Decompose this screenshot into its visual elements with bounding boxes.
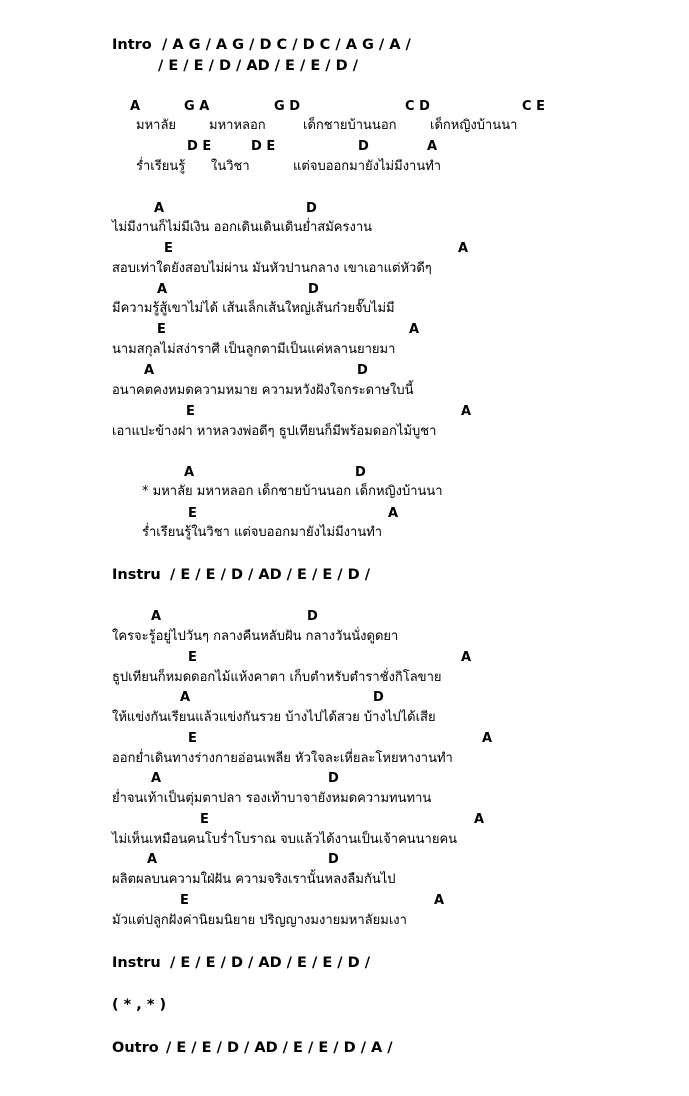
chord: A: [461, 404, 472, 419]
outro-label: Outro: [112, 1040, 159, 1056]
lyric-line: มีความรู้สู้เขาไม่ได้ เส้นเล็กเส้นใหญ่เส้นก๋วยจั๊บไม่มี: [112, 301, 395, 316]
lyric-line: ไม่เห็นเหมือนคนโบร่ำโบราณ จบแล้วได้งานเป็นเจ้าคนนายคน: [112, 832, 458, 847]
chord: A: [154, 201, 165, 216]
chord: A: [147, 852, 158, 867]
chord: D: [328, 771, 339, 786]
lyric-line: ร่ำเรียนรู้ในวิชา แต่จบออกมายังไม่มีงานทำ: [142, 525, 383, 540]
chord: A: [151, 771, 162, 786]
instru-chords: / E / E / D / AD / E / E / D /: [170, 955, 370, 971]
chord: A: [427, 139, 438, 154]
lyric-line: ผลิตผลบนความใฝ่ฝัน ความจริงเรานั้นหลงลืมกันไป: [112, 872, 396, 887]
chord: A: [180, 690, 191, 705]
chord: A: [409, 322, 420, 337]
chord: A: [461, 650, 472, 665]
chord: E: [188, 506, 197, 521]
lyric-line: นามสกุลไม่สง่าราศี เป็นลูกตามีเป็นแค่หลานยายมา: [112, 342, 396, 357]
chord: E: [180, 893, 189, 908]
chord: D: [308, 282, 319, 297]
outro-chords: / E / E / D / AD / E / E / D / A /: [166, 1040, 393, 1056]
chord: E: [200, 812, 209, 827]
lyric-segment: มหาหลอก: [209, 118, 266, 133]
chord: D E: [251, 139, 276, 154]
lyric-segment: ในวิชา: [211, 159, 250, 174]
lyric-line: ธูปเทียนก็หมดดอกไม้แห้งคาตา เก็บตำหรับตำราชั่งกิโลขาย: [112, 670, 442, 685]
chord: D: [357, 363, 368, 378]
chord: A: [184, 465, 195, 480]
chord: A: [151, 609, 162, 624]
lyric-segment: แต่จบออกมายังไม่มีงานทำ: [293, 159, 442, 174]
intro-chords-line2: / E / E / D / AD / E / E / D /: [158, 58, 358, 74]
lyric-line: อนาคตคงหมดความหมาย ความหวังฝังใจกระดาษใบนี้: [112, 383, 414, 398]
chord: E: [188, 731, 197, 746]
lyric-line: สอบเท่าใดยังสอบไม่ผ่าน มันหัวปานกลาง เขาเอาแต่หัวดีๆ: [112, 261, 432, 276]
chord: A: [388, 506, 399, 521]
lyric-segment: เด็กชายบ้านนอก: [303, 118, 397, 133]
chord: D: [355, 465, 366, 480]
intro-chords-line1: / A G / A G / D C / D C / A G / A /: [162, 37, 411, 53]
chord: E: [157, 322, 166, 337]
chord: D: [306, 201, 317, 216]
intro-label: Intro: [112, 37, 152, 53]
lyric-line: ออกย่ำเดินทางร่างกายอ่อนเพลีย หัวใจละเหี่ยละโหยหางานทำ: [112, 751, 453, 766]
lyric-segment: เด็กหญิงบ้านนา: [430, 118, 518, 133]
chord: G A: [184, 99, 210, 114]
chord: A: [458, 241, 469, 256]
chord: A: [157, 282, 168, 297]
chord: E: [188, 650, 197, 665]
lyric-line: ย่ำจนเท้าเป็นตุ่มตาปลา รองเท้าบาจายังหมดความทนทาน: [112, 791, 432, 806]
instru-chords: / E / E / D / AD / E / E / D /: [170, 567, 370, 583]
chord: A: [474, 812, 485, 827]
lyric-line: ให้แข่งกันเรียนแล้วแข่งกันรวย บ้างไปได้สวย บ้างไปได้เสีย: [112, 710, 436, 725]
chord: G D: [274, 99, 300, 114]
chord: C D: [405, 99, 430, 114]
chord: D: [358, 139, 369, 154]
chord: D: [307, 609, 318, 624]
lyric-line: ใครจะรู้อยู่ไปวันๆ กลางคืนหลับฝัน กลางวันนั่งดูดยา: [112, 629, 399, 644]
lyric-segment: ร่ำเรียนรู้: [136, 159, 186, 174]
lyric-line: มัวแต่ปลูกฝังค่านิยมนิยาย ปริญญางมงายมหาลัยมเงา: [112, 913, 407, 928]
chord: E: [186, 404, 195, 419]
chord: D E: [187, 139, 212, 154]
chord: D: [328, 852, 339, 867]
lyric-line: เอาแปะข้างฝา หาหลวงพ่อดีๆ ธูปเทียนก็มีพร้อมดอกไม้บูชา: [112, 424, 437, 439]
chord: D: [373, 690, 384, 705]
lyric-line: ไม่มีงานก็ไม่มีเงิน ออกเดินเดินเดินย่ำสมัครงาน: [112, 220, 373, 235]
chord: A: [130, 99, 141, 114]
instru-label: Instru: [112, 955, 161, 971]
chord: A: [482, 731, 493, 746]
chord: A: [144, 363, 155, 378]
repeat-marker: ( * , * ): [112, 997, 167, 1013]
chord: A: [434, 893, 445, 908]
lyric-segment: มหาลัย: [136, 118, 177, 133]
chord: C E: [522, 99, 545, 114]
instru-label: Instru: [112, 567, 161, 583]
lyric-line: * มหาลัย มหาหลอก เด็กชายบ้านนอก เด็กหญิงบ้านนา: [142, 484, 443, 499]
chord: E: [164, 241, 173, 256]
